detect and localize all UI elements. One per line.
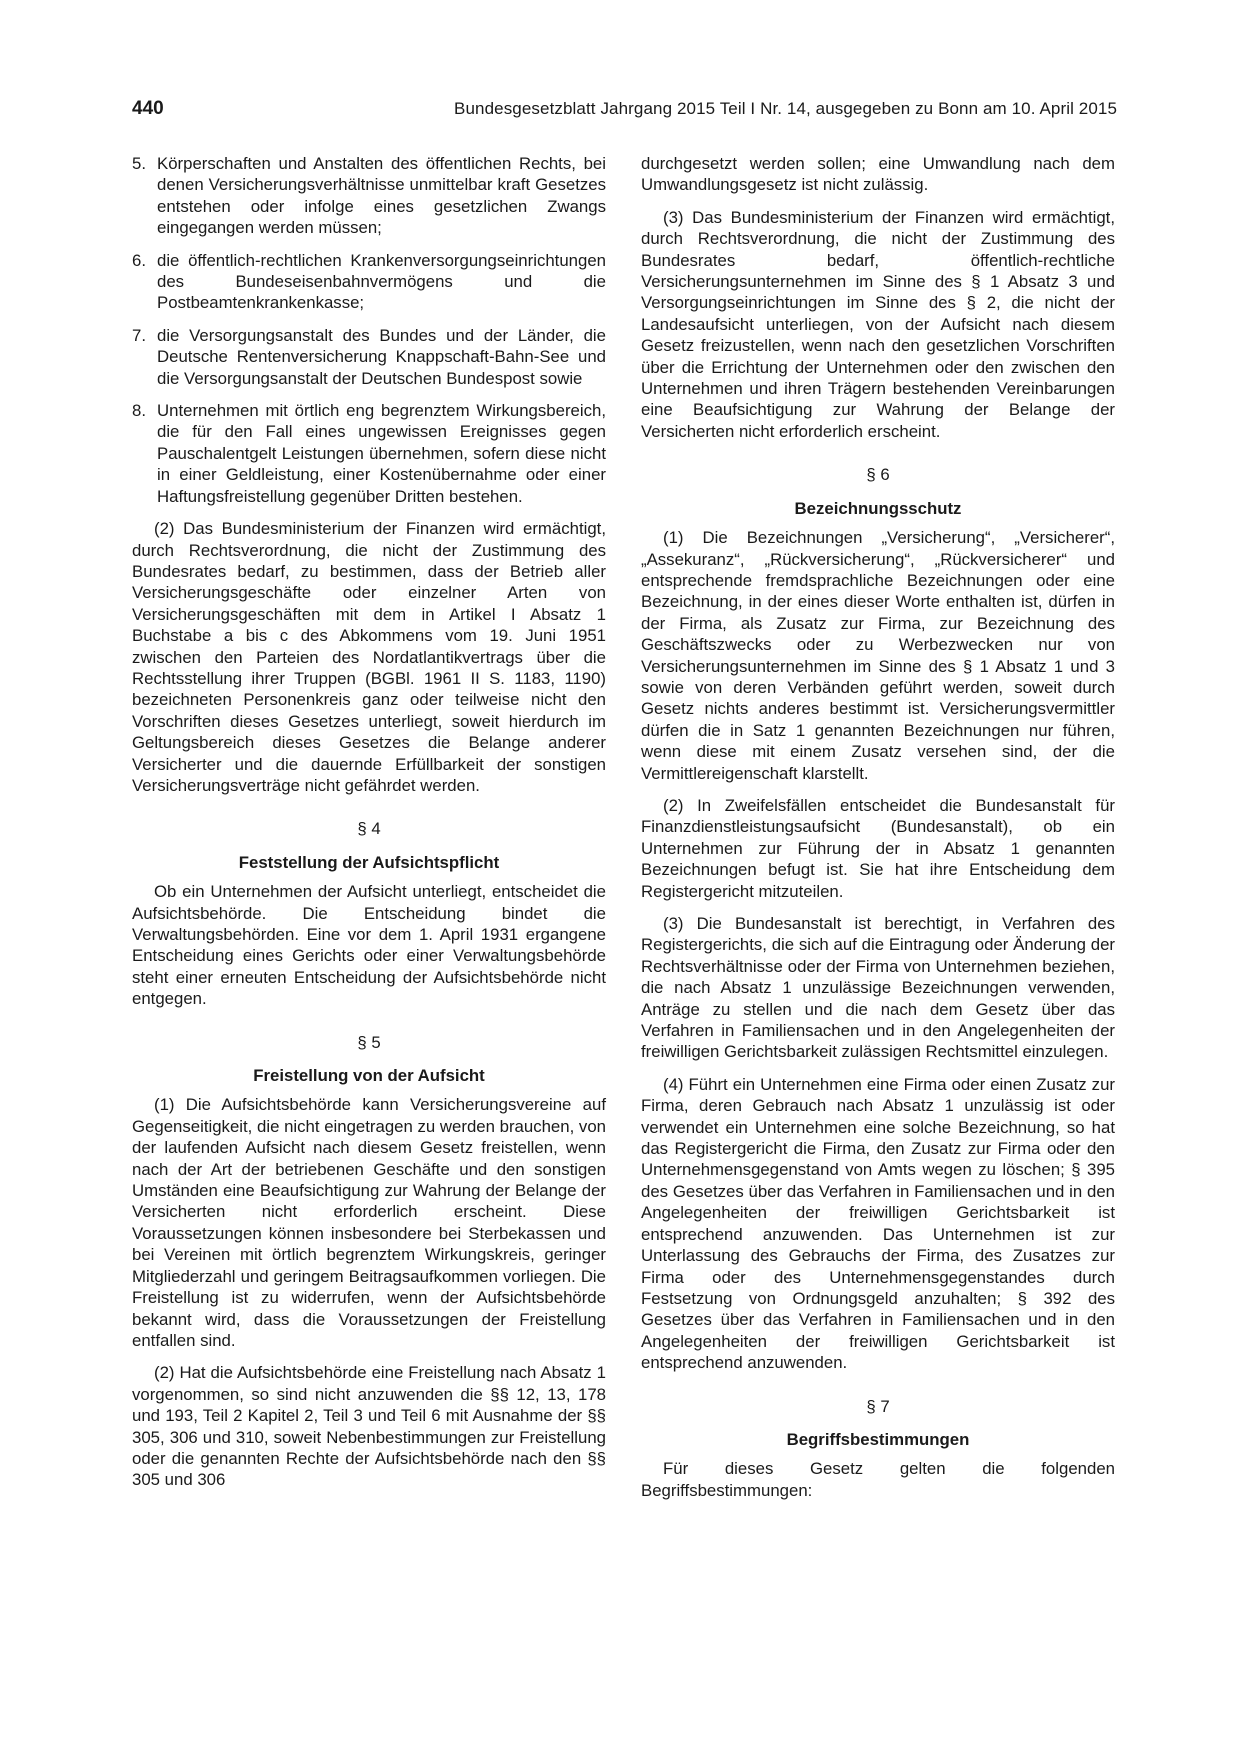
left-column <box>132 153 606 1491</box>
page-number: 440 <box>132 98 164 119</box>
section-5-continuation: durchgesetzt werden sollen; eine Umwandlung nach dem Umwandlungsgesetz ist nicht zulässig. <box>641 154 1115 195</box>
list-number: 7. <box>132 325 146 345</box>
section-5-paragraph-2: (2) Hat die Aufsichtsbehörde eine Freistellung nach Absatz 1 vorgenommen, so sind nicht anzuwenden die §§ 12, 13, 178 und 193, Teil 2 Kapitel 2, Teil 3 und Teil 6 mit Ausnahme der §§ 305, 306 und 310, soweit Nebenbestimmungen zur Freistellung oder die genannten Rechte der Aufsichtsbehörde nach den §§ 305 und 306 <box>132 1363 606 1490</box>
list-number: 5. <box>132 154 146 173</box>
section-7-intro: Für dieses Gesetz gelten die folgenden Begriffsbestimmungen: <box>641 1459 1115 1500</box>
list-number: 8. <box>132 401 146 421</box>
list-text: Körperschaften und Anstalten des öffentlichen Rechts, bei denen Versicherungsverhältnisse unmittelbar kraft Gesetzes entstehen oder infolge eines gesetzlichen Zwangs eingegangen werden müssen; <box>157 154 606 238</box>
list-item <box>132 325 606 389</box>
section-6-paragraph-3: (3) Die Bundesanstalt ist berechtigt, in Verfahren des Registergerichts, die sich auf die Eintragung oder Änderung der Rechtsverhältnisse oder der Firma von Unternehmen beziehen, die nach Absatz 1 unzulässige Bezeichnungen verwenden, Anträge zu stellen und die nach dem Gesetz über das Verfahren in Familiensachen und in den Angelegenheiten der freiwilligen Gerichtsbarkeit zulässigen Rechtsmittel einzulegen. <box>641 914 1115 1062</box>
list-item <box>132 250 606 314</box>
section-4-number: § 4 <box>357 819 381 839</box>
list-text: die Versorgungsanstalt des Bundes und der Länder, die Deutsche Rentenversicherung Knappschaft-Bahn-See und die Versorgungsanstalt der Deutschen Bundespost sowie <box>157 325 606 388</box>
section-7-number: § 7 <box>866 1396 890 1416</box>
section-6-paragraph-1: (1) Die Bezeichnungen „Versicherung“, „Versicherer“, „Assekuranz“, „Rückversicherung“, „Rückversicherer“ und entsprechende fremdsprachliche Bezeichnungen oder eine Bezeichnung, in der eines dieser Worte enthalten ist, dürfen in der Firma, als Zusatz zur Firma, zur Bezeichnung des Geschäftszwecks oder zu Werbezwecken nur von Versicherungsunternehmen im Sinne des § 1 Absatz 1 und 3 sowie von deren Verbänden geführt werden, soweit durch Gesetz nichts anderes bestimmt ist. Versicherungsvermittler dürfen die in Satz 1 genannten Bezeichnungen nur führen, wenn diese mit einem Zusatz versehen sind, der die Vermittlereigenschaft klarstellt. <box>641 528 1115 783</box>
section-5-number: § 5 <box>357 1032 381 1052</box>
section-5-paragraph-1: (1) Die Aufsichtsbehörde kann Versicherungsvereine auf Gegenseitigkeit, die nicht eingetragen zu werden brauchen, von der laufenden Aufsicht nach diesem Gesetz freistellen, wenn nach der Art der betriebenen Geschäfte und den sonstigen Umständen eine Beaufsichtigung zur Wahrung der Belange der Versicherten nicht erforderlich erscheint. Diese Voraussetzungen können insbesondere bei Sterbekassen und bei Vereinen mit örtlich begrenztem Wirkungskreis, geringer Mitgliederzahl und geringem Beitragsaufkommen vorliegen. Die Freistellung ist zu widerrufen, wenn der Aufsichtsbehörde bekannt wird, dass die Voraussetzungen der Freistellung entfallen sind. <box>132 1095 606 1350</box>
paragraph-3-2: (2) Das Bundesministerium der Finanzen wird ermächtigt, durch Rechtsverordnung, die nicht der Zustimmung des Bundesrates bedarf, zu bestimmen, dass der Betrieb aller Versicherungsgeschäfte oder einzelner Arten von Versicherungsgeschäften mit dem in Artikel I Absatz 1 Buchstabe a bis c des Abkommens vom 19. Juni 1951 zwischen den Parteien des Nordatlantikvertrags über die Rechtsstellung ihrer Truppen (BGBl. 1961 II S. 1183, 1190) bezeichneten Personenkreis ganz oder teilweise nicht den Vorschriften dieses Gesetzes unterliegt, soweit hierdurch im Geltungsbereich dieses Gesetzes die Belange anderer Versicherter und die dauernde Erfüllbarkeit der sonstigen Versicherungsverträge nicht gefährdet werden. <box>132 519 606 795</box>
list-number: 6. <box>132 250 146 270</box>
right-column <box>641 153 1115 1512</box>
section-5-paragraph-3: (3) Das Bundesministerium der Finanzen wird ermächtigt, durch Rechtsverordnung, die nicht der Zustimmung des Bundesrates bedarf, öffentlich-rechtliche Versicherungsunternehmen im Sinne des § 1 Absatz 3 und Versorgungseinrichtungen im Sinne des § 2, die nicht der Landesaufsicht unterliegen, von der Aufsicht nach diesem Gesetz freizustellen, wenn nach den gesetzlichen Vorschriften über die Errichtung der Unternehmen oder den zwischen den Unternehmen und ihren Trägern bestehenden Vereinbarungen eine Beaufsichtigung zur Wahrung der Belange der Versicherten nicht erforderlich erscheint. <box>641 207 1115 441</box>
section-6-paragraph-2: (2) In Zweifelsfällen entscheidet die Bundesanstalt für Finanzdienstleistungsaufsicht (Bundesanstalt), ob ein Unternehmen zur Führung der in Absatz 1 genannten Bezeichnungen befugt ist. Sie hat ihre Entscheidung dem Registergericht mitzuteilen. <box>641 795 1115 901</box>
section-6-paragraph-4: (4) Führt ein Unternehmen eine Firma oder einen Zusatz zur Firma, deren Gebrauch nach Absatz 1 unzulässig ist oder verwendet ein Unternehmen eine solche Bezeichnung, so hat das Registergericht die Firma, den Zusatz zur Firma oder den Unternehmensgegenstand von Amts wegen zu löschen; § 395 des Gesetzes über das Verfahren in Familiensachen und in den Angelegenheiten der freiwilligen Gerichtsbarkeit ist entsprechend anzuwenden. Das Unternehmen ist zur Unterlassung des Gebrauchs der Firma, des Zusatzes zur Firma oder des Unternehmensgegenstandes durch Festsetzung von Ordnungsgeld anzuhalten; § 392 des Gesetzes über das Verfahren in Familiensachen und in den Angelegenheiten der freiwilligen Gerichtsbarkeit ist entsprechend anzuwenden. <box>641 1074 1115 1373</box>
list-text: die öffentlich-rechtlichen Krankenversorgungseinrichtungen des Bundeseisenbahnvermögens und die Postbeamtenkrankenkasse; <box>157 250 606 313</box>
running-head: Bundesgesetzblatt Jahrgang 2015 Teil I Nr. 14, ausgegeben zu Bonn am 10. April 2015 <box>454 99 1117 118</box>
list-text: Unternehmen mit örtlich eng begrenztem Wirkungsbereich, die für den Fall eines ungewissen Ereignisses gegen Pauschalentgelt Leistungen übernehmen, sofern diese nicht in einer Geldleistung, einer Kostenübernahme oder einer Haftungsfreistellung gegenüber Dritten bestehen. <box>157 401 606 506</box>
section-7-title: Begriffsbestimmungen <box>786 1429 970 1449</box>
section-4-title: Feststellung der Aufsichtspflicht <box>238 852 500 872</box>
section-5-title: Freistellung von der Aufsicht <box>253 1066 485 1086</box>
list-item <box>132 400 606 507</box>
page-header <box>132 98 1117 128</box>
list-item <box>132 153 606 239</box>
section-6-title: Bezeichnungsschutz <box>794 498 962 518</box>
section-4-text: Ob ein Unternehmen der Aufsicht unterliegt, entscheidet die Aufsichtsbehörde. Die Entscheidung bindet die Verwaltungsbehörden. Eine vor dem 1. April 1931 ergangene Entscheidung eines Gerichts oder einer Verwaltungsbehörde steht einer erneuten Entscheidung der Aufsichtsbehörde nicht entgegen. <box>132 882 606 1009</box>
section-6-number: § 6 <box>866 465 890 485</box>
